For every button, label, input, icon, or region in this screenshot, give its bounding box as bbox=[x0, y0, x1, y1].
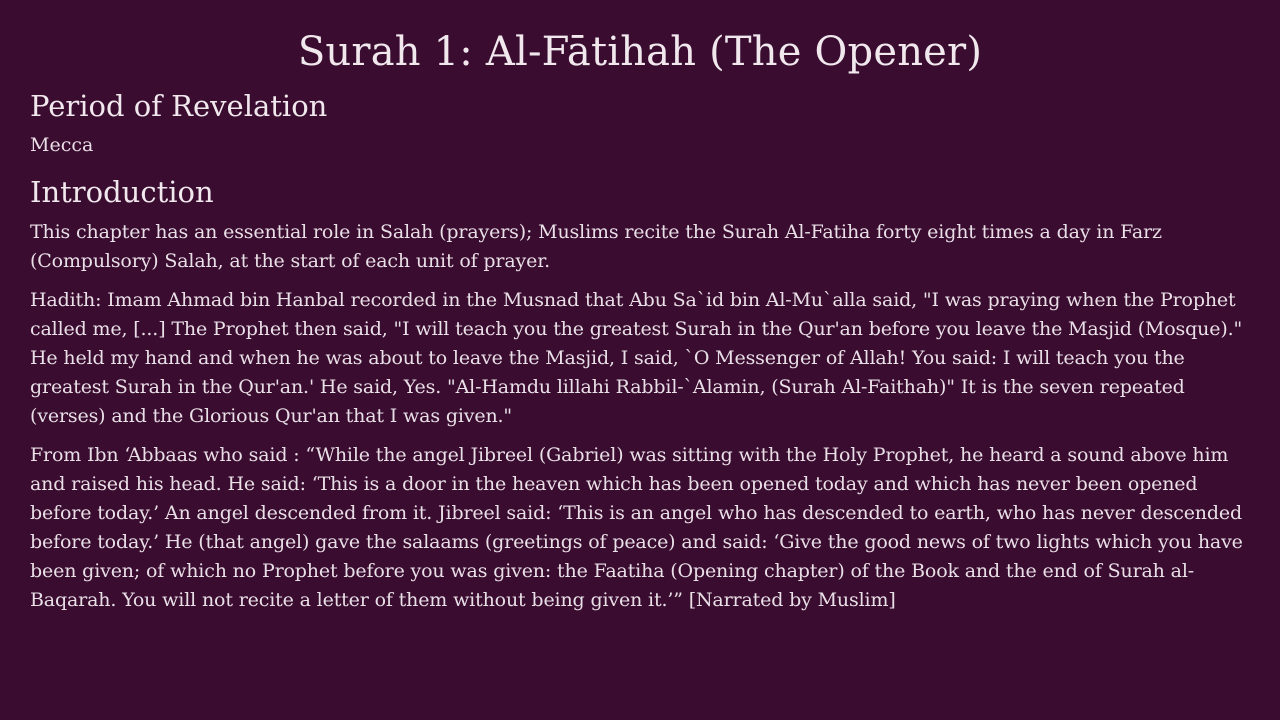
section-heading-period-of-revelation: Period of Revelation bbox=[30, 89, 328, 123]
revelation-place-text: Mecca bbox=[30, 134, 94, 156]
section-period-of-revelation bbox=[30, 88, 1250, 158]
intro-paragraph-hadith: Hadith: Imam Ahmad bin Hanbal recorded in the Musnad that Abu Sa`id bin Al-Mu`alla said, "I was praying when the Prophet called me, [...] The Prophet then said, "I will teach you the greatest Surah in the Qur'an before you leave the Masjid (Mosque)." He held my hand and when he was about to leave the Masjid, I said, `O Messenger of Allah! You said: I will teach you the greatest Surah in the Qur'an.' He said, Yes. "Al-Hamdu lillahi Rabbil-`Alamin, (Surah Al-Faithah)" It is the seven repeated (verses) and the Glorious Qur'an that I was given." bbox=[30, 289, 1243, 427]
section-heading-introduction: Introduction bbox=[30, 175, 214, 209]
intro-paragraph-salah: This chapter has an essential role in Salah (prayers); Muslims recite the Surah Al-Fatiha forty eight times a day in Farz (Compulsory) Salah, at the start of each unit of prayer. bbox=[30, 221, 1162, 272]
section-introduction bbox=[30, 174, 1250, 615]
intro-paragraph-ibn-abbaas: From Ibn ‘Abbaas who said : “While the angel Jibreel (Gabriel) was sitting with the Holy Prophet, he heard a sound above him and raised his head. He said: ‘This is a door in the heaven which has been opened today and which has never been opened before today.’ An angel descended from it. Jibreel said: ‘This is an angel who has descended to earth, who has never descended before today.’ He (that angel) gave the salaams (greetings of peace) and said: ‘Give the good news of two lights which you have been given; of which no Prophet before you was given: the Faatiha (Opening chapter) of the Book and the end of Surah al-Baqarah. You will not recite a letter of them without being given it.’” [Narrated by Muslim] bbox=[30, 444, 1243, 611]
page-title: Surah 1: Al-Fātihah (The Opener) bbox=[297, 29, 983, 75]
